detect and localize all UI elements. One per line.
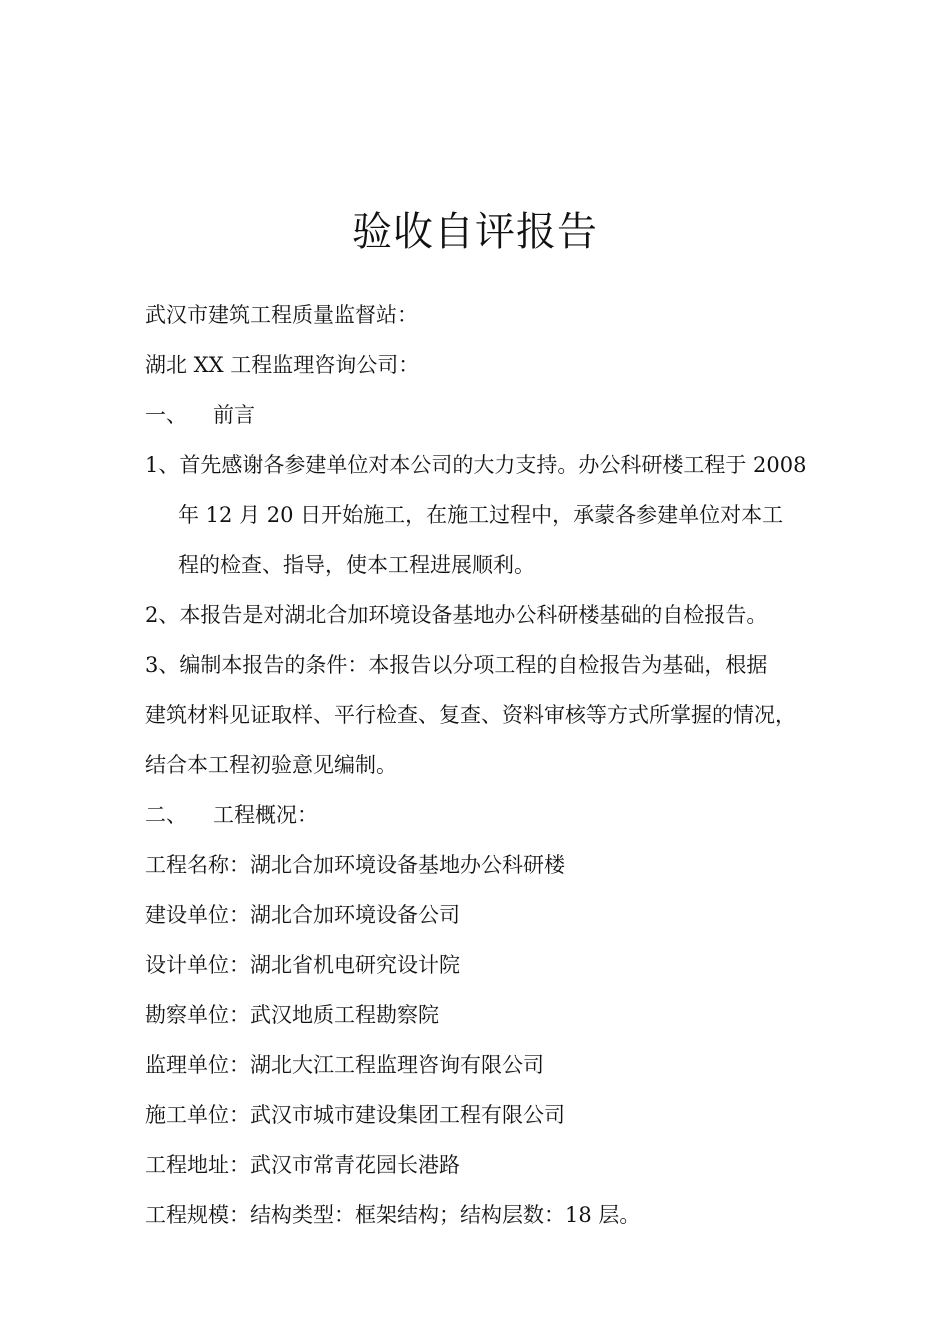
paragraph-line: 结合本工程初验意见编制。	[145, 753, 397, 777]
paragraph-line: 建筑材料见证取样、平行检查、复查、资料审核等方式所掌握的情况，	[145, 703, 796, 727]
overview-item: 建设单位：湖北合加环境设备公司	[145, 903, 460, 927]
overview-item: 勘察单位：武汉地质工程勘察院	[145, 1003, 439, 1027]
section-number: 一、	[145, 403, 187, 427]
paragraph-line: 程的检查、指导，使本工程进展顺利。	[178, 553, 535, 577]
document-body	[145, 290, 810, 1240]
section-title: 工程概况：	[213, 803, 318, 827]
section-heading-overview	[145, 790, 810, 840]
section-title: 前言	[213, 403, 255, 427]
paragraph-line: 1、首先感谢各参建单位对本公司的大力支持。办公科研楼工程于 2008	[145, 453, 807, 477]
overview-item: 工程地址：武汉市常青花园长港路	[145, 1153, 460, 1177]
overview-item: 施工单位：武汉市城市建设集团工程有限公司	[145, 1103, 565, 1127]
overview-item: 设计单位：湖北省机电研究设计院	[145, 953, 460, 977]
addressee-line: 湖北 XX 工程监理咨询公司：	[145, 353, 420, 377]
paragraph-line: 2、本报告是对湖北合加环境设备基地办公科研楼基础的自检报告。	[145, 603, 768, 627]
section-heading-preface	[145, 390, 810, 440]
overview-item: 监理单位：湖北大江工程监理咨询有限公司	[145, 1053, 544, 1077]
paragraph-line: 3、编制本报告的条件：本报告以分项工程的自检报告为基础，根据	[145, 653, 768, 677]
paragraph-line: 年 12 月 20 日开始施工，在施工过程中，承蒙各参建单位对本工	[178, 503, 784, 527]
overview-item: 工程名称：湖北合加环境设备基地办公科研楼	[145, 853, 565, 877]
overview-item: 工程规模：结构类型：框架结构；结构层数：18 层。	[145, 1203, 641, 1227]
addressee-line: 武汉市建筑工程质量监督站：	[145, 303, 418, 327]
section-number: 二、	[145, 803, 187, 827]
document-title: 验收自评报告	[352, 209, 598, 255]
